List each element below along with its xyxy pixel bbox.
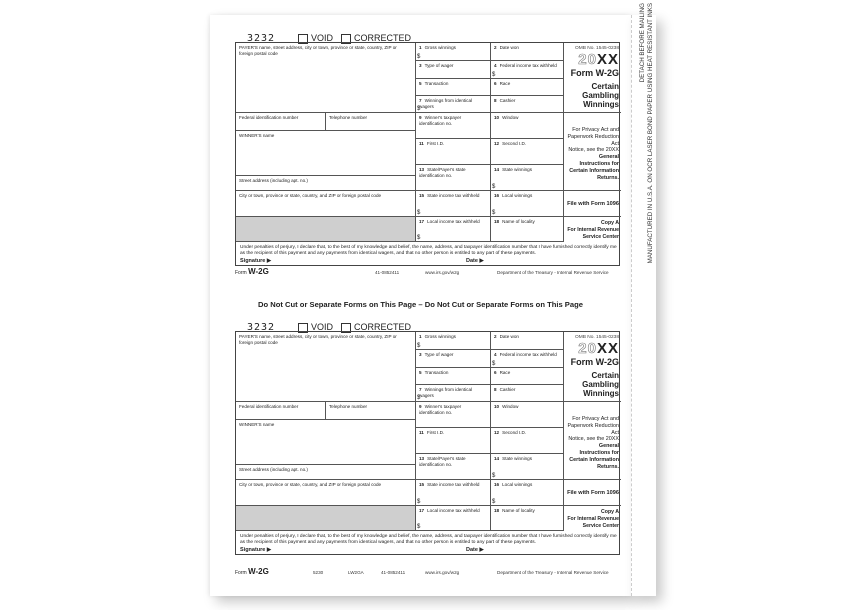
box-label: State income tax withheld bbox=[427, 193, 480, 198]
title-line: Gambling bbox=[582, 380, 619, 389]
privacy-line: General bbox=[598, 443, 619, 450]
footer-form-name bbox=[235, 267, 269, 276]
year-solid: XX bbox=[596, 340, 619, 357]
box-3-type-of-wager[interactable] bbox=[416, 61, 491, 79]
footer-dept: Department of the Treasury - Internal Revenue Service bbox=[497, 570, 609, 575]
payer-label: PAYER'S name, street address, city or town, province or state, country, ZIP or foreign postal code bbox=[239, 334, 397, 345]
box-label: Cashier bbox=[499, 387, 516, 392]
privacy-line: Returns. bbox=[597, 463, 619, 470]
federal-id-field[interactable] bbox=[236, 113, 326, 131]
box-5-transaction[interactable] bbox=[416, 368, 491, 385]
box-label: Transaction bbox=[424, 370, 449, 375]
box-label: Transaction bbox=[424, 81, 449, 86]
form-title-block bbox=[564, 43, 621, 113]
box-label: State/Payer's state identification no. bbox=[419, 167, 466, 178]
privacy-notice bbox=[564, 402, 621, 480]
corrected-label: CORRECTED bbox=[354, 33, 412, 43]
signature-field[interactable]: Signature ▶ bbox=[240, 547, 272, 553]
footer-cat-no: 5230 bbox=[313, 570, 324, 575]
city-field[interactable] bbox=[236, 480, 416, 506]
box-label: Winnings from identical wagers bbox=[419, 98, 473, 109]
w2g-form-top bbox=[235, 33, 620, 293]
payer-field[interactable] bbox=[236, 332, 416, 402]
telephone-label: Telephone number bbox=[329, 404, 368, 409]
copy-a-block bbox=[564, 217, 621, 242]
box-1-gross-winnings[interactable] bbox=[416, 43, 491, 61]
privacy-line: Notice, see the 20XX bbox=[568, 436, 619, 443]
box-10-window[interactable] bbox=[491, 402, 564, 428]
telephone-field[interactable] bbox=[326, 402, 416, 420]
box-label: Window bbox=[502, 115, 519, 120]
privacy-line: Certain Information bbox=[569, 456, 619, 463]
corrected-label: CORRECTED bbox=[354, 322, 412, 332]
dollar-sign: $ bbox=[417, 342, 421, 349]
title-line: Certain bbox=[591, 371, 619, 380]
box-4-federal-tax-withheld[interactable] bbox=[491, 61, 564, 79]
box-number: 3 bbox=[419, 352, 422, 357]
dollar-sign: $ bbox=[492, 183, 496, 190]
signature-field[interactable]: Signature ▶ bbox=[240, 258, 272, 264]
box-number: 9 bbox=[419, 404, 422, 409]
box-label: Local income tax withheld bbox=[427, 219, 480, 224]
box-label: First I.D. bbox=[426, 430, 445, 435]
box-7-identical-wagers[interactable] bbox=[416, 96, 491, 113]
box-label: Name of locality bbox=[502, 219, 535, 224]
box-number: 15 bbox=[419, 482, 425, 487]
winner-name-label: WINNER'S name bbox=[239, 133, 275, 138]
box-label: Date won bbox=[499, 334, 519, 339]
void-label: VOID bbox=[311, 33, 334, 43]
city-field[interactable] bbox=[236, 191, 416, 217]
box-16-local-winnings[interactable] bbox=[491, 191, 564, 217]
privacy-line: Act bbox=[611, 429, 619, 436]
box-number: 11 bbox=[419, 430, 424, 435]
box-label: First I.D. bbox=[426, 141, 445, 146]
winner-name-label: WINNER'S name bbox=[239, 422, 275, 427]
box-label: State income tax withheld bbox=[427, 482, 480, 487]
dollar-sign: $ bbox=[492, 71, 496, 78]
form-code: 3232 bbox=[247, 33, 276, 44]
box-label: Second I.D. bbox=[502, 430, 527, 435]
winner-name-field[interactable] bbox=[236, 131, 416, 176]
box-label: Local winnings bbox=[502, 482, 533, 487]
box-18-name-of-locality[interactable] bbox=[491, 217, 564, 242]
void-label: VOID bbox=[311, 322, 334, 332]
federal-id-field[interactable] bbox=[236, 402, 326, 420]
footer-dept: Department of the Treasury - Internal Revenue Service bbox=[497, 270, 609, 275]
privacy-line: Instructions for bbox=[579, 449, 619, 456]
box-4-federal-tax-withheld[interactable] bbox=[491, 350, 564, 368]
dollar-sign: $ bbox=[417, 105, 421, 112]
perjury-statement: Under penalties of perjury, I declare that, to the best of my knowledge and belief, the name, address, and taxpayer identification number that I have furnished correctly identify me as the recipient of this payment and any payments from identical wagers, and that no other person is entitled to any part of these payments. bbox=[240, 245, 617, 256]
box-number: 7 bbox=[419, 98, 422, 103]
stub-text bbox=[639, 3, 655, 303]
box-number: 1 bbox=[419, 334, 422, 339]
box-number: 10 bbox=[494, 404, 500, 409]
box-11-first-id[interactable] bbox=[416, 139, 491, 165]
copy-dest: For Internal Revenue bbox=[567, 227, 619, 233]
perjury-statement: Under penalties of perjury, I declare that, to the best of my knowledge and belief, the name, address, and taxpayer identification number that I have furnished correctly identify me as the recipient of this payment and any payments from identical wagers, and that no other person is entitled to any part of these payments. bbox=[240, 534, 617, 545]
privacy-line: General bbox=[598, 154, 619, 161]
footer-form-prefix: Form bbox=[235, 270, 247, 276]
box-label: Name of locality bbox=[502, 508, 535, 513]
box-8-cashier[interactable] bbox=[491, 385, 564, 402]
footer-code: LW2GA bbox=[348, 570, 364, 575]
box-number: 6 bbox=[494, 370, 497, 375]
street-address-label: Street address (including apt. no.) bbox=[239, 467, 308, 472]
box-label: Gross winnings bbox=[424, 334, 456, 339]
box-14-state-winnings[interactable] bbox=[491, 165, 564, 191]
box-label: Federal income tax withheld bbox=[499, 63, 557, 68]
do-not-cut-notice: Do Not Cut or Separate Forms on This Page – Do Not Cut or Separate Forms on This Page bbox=[258, 300, 583, 309]
title-line: Winnings bbox=[583, 100, 619, 109]
box-2-date-won[interactable] bbox=[491, 43, 564, 61]
privacy-line: Notice, see the 20XX bbox=[568, 147, 619, 154]
box-number: 17 bbox=[419, 219, 425, 224]
form-name: Form W-2G bbox=[570, 68, 619, 78]
box-label: State winnings bbox=[502, 456, 533, 461]
box-label: Local winnings bbox=[502, 193, 533, 198]
box-label: Window bbox=[502, 404, 519, 409]
form-name: Form W-2G bbox=[570, 357, 619, 367]
box-number: 7 bbox=[419, 387, 422, 392]
box-17-local-tax-withheld[interactable] bbox=[416, 506, 491, 531]
privacy-line: Returns. bbox=[597, 174, 619, 181]
year-solid: XX bbox=[596, 51, 619, 68]
box-number: 18 bbox=[494, 219, 500, 224]
form-code: 3232 bbox=[247, 322, 276, 333]
copy-label: Copy A bbox=[601, 220, 619, 226]
dollar-sign: $ bbox=[417, 209, 421, 216]
box-3-type-of-wager[interactable] bbox=[416, 350, 491, 368]
box-number: 4 bbox=[494, 63, 497, 68]
box-number: 3 bbox=[419, 63, 422, 68]
date-field[interactable]: Date ▶ bbox=[466, 547, 484, 553]
box-9-winner-tin[interactable] bbox=[416, 113, 491, 139]
stub-detach-text: DETACH BEFORE MAILING bbox=[639, 3, 646, 83]
box-12-second-id[interactable] bbox=[491, 139, 564, 165]
box-label: Date won bbox=[499, 45, 519, 50]
box-12-second-id[interactable] bbox=[491, 428, 564, 454]
privacy-line: For Privacy Act and bbox=[572, 416, 619, 422]
privacy-line: Paperwork Reduction bbox=[567, 422, 619, 429]
footer-ein: 41-0852411 bbox=[381, 570, 406, 575]
copy-label: Copy A bbox=[601, 509, 619, 515]
box-number: 18 bbox=[494, 508, 500, 513]
box-number: 4 bbox=[494, 352, 497, 357]
copy-dest: Service Center bbox=[582, 234, 619, 240]
year-outline: 20 bbox=[578, 340, 597, 357]
file-with-form: File with Form 1096 bbox=[564, 480, 621, 506]
form-body bbox=[235, 42, 620, 266]
box-number: 8 bbox=[494, 98, 497, 103]
privacy-notice bbox=[564, 113, 621, 191]
payer-field[interactable] bbox=[236, 43, 416, 113]
dollar-sign: $ bbox=[417, 234, 421, 241]
stub-manufactured-text: MANUFACTURED IN U.S.A. ON OCR LASER BOND PAPER USING HEAT RESISTANT INKS bbox=[647, 3, 654, 264]
detach-stub bbox=[631, 3, 656, 596]
box-17-local-tax-withheld[interactable] bbox=[416, 217, 491, 242]
box-number: 10 bbox=[494, 115, 500, 120]
dollar-sign: $ bbox=[417, 394, 421, 401]
box-number: 6 bbox=[494, 81, 497, 86]
box-label: Winnings from identical wagers bbox=[419, 387, 473, 398]
box-label: Winner's taxpayer identification no. bbox=[419, 404, 462, 415]
box-13-state-id[interactable] bbox=[416, 454, 491, 480]
box-label: Second I.D. bbox=[502, 141, 527, 146]
dollar-sign: $ bbox=[492, 498, 496, 505]
box-label: Winner's taxpayer identification no. bbox=[419, 115, 462, 126]
telephone-field[interactable] bbox=[326, 113, 416, 131]
telephone-label: Telephone number bbox=[329, 115, 368, 120]
tax-year bbox=[564, 51, 619, 68]
box-label: Race bbox=[499, 81, 511, 86]
privacy-line: For Privacy Act and bbox=[572, 127, 619, 133]
date-field[interactable]: Date ▶ bbox=[466, 258, 484, 264]
footer-ein: 41-0852411 bbox=[375, 270, 400, 275]
box-9-winner-tin[interactable] bbox=[416, 402, 491, 428]
dollar-sign: $ bbox=[492, 472, 496, 479]
year-outline: 20 bbox=[578, 51, 597, 68]
copy-dest: For Internal Revenue bbox=[567, 516, 619, 522]
box-number: 16 bbox=[494, 482, 500, 487]
box-number: 12 bbox=[494, 141, 500, 146]
omb-number: OMB No. 1545-0238 bbox=[575, 335, 619, 340]
footer-form-id: W-2G bbox=[248, 267, 269, 276]
box-number: 5 bbox=[419, 370, 422, 375]
city-label: City or town, province or state, country, and ZIP or foreign postal code bbox=[239, 193, 382, 198]
box-2-date-won[interactable] bbox=[491, 332, 564, 350]
footer-form-id: W-2G bbox=[248, 567, 269, 576]
title-line: Gambling bbox=[582, 91, 619, 100]
dollar-sign: $ bbox=[417, 498, 421, 505]
box-label: Type of wager bbox=[424, 352, 454, 357]
federal-id-label: Federal identification number bbox=[239, 115, 299, 120]
box-label: Cashier bbox=[499, 98, 516, 103]
box-number: 8 bbox=[494, 387, 497, 392]
box-label: Gross winnings bbox=[424, 45, 456, 50]
street-address-field[interactable] bbox=[236, 465, 416, 480]
dollar-sign: $ bbox=[417, 53, 421, 60]
privacy-line: Certain Information bbox=[569, 167, 619, 174]
box-number: 13 bbox=[419, 456, 425, 461]
city-label: City or town, province or state, country, and ZIP or foreign postal code bbox=[239, 482, 382, 487]
privacy-line: Act bbox=[611, 140, 619, 147]
box-label: Race bbox=[499, 370, 511, 375]
form-title bbox=[564, 371, 619, 398]
box-number: 13 bbox=[419, 167, 425, 172]
dollar-sign: $ bbox=[417, 523, 421, 530]
dollar-sign: $ bbox=[492, 360, 496, 367]
box-15-state-tax-withheld[interactable] bbox=[416, 480, 491, 506]
shaded-area bbox=[236, 506, 416, 531]
privacy-line: Paperwork Reduction bbox=[567, 133, 619, 140]
box-label: State winnings bbox=[502, 167, 533, 172]
footer-url[interactable]: www.irs.gov/w2g bbox=[425, 570, 460, 575]
footer-form-name bbox=[235, 567, 269, 576]
title-line: Winnings bbox=[583, 389, 619, 398]
box-15-state-tax-withheld[interactable] bbox=[416, 191, 491, 217]
box-6-race[interactable] bbox=[491, 79, 564, 96]
shaded-area bbox=[236, 217, 416, 242]
box-number: 11 bbox=[419, 141, 424, 146]
box-number: 16 bbox=[494, 193, 500, 198]
box-number: 2 bbox=[494, 334, 497, 339]
box-14-state-winnings[interactable] bbox=[491, 454, 564, 480]
box-10-window[interactable] bbox=[491, 113, 564, 139]
winner-name-field[interactable] bbox=[236, 420, 416, 465]
box-label: Local income tax withheld bbox=[427, 508, 480, 513]
box-number: 17 bbox=[419, 508, 425, 513]
box-11-first-id[interactable] bbox=[416, 428, 491, 454]
box-number: 9 bbox=[419, 115, 422, 120]
box-number: 14 bbox=[494, 167, 500, 172]
box-number: 2 bbox=[494, 45, 497, 50]
footer-form-prefix: Form bbox=[235, 570, 247, 576]
box-7-identical-wagers[interactable] bbox=[416, 385, 491, 402]
box-18-name-of-locality[interactable] bbox=[491, 506, 564, 531]
dollar-sign: $ bbox=[492, 209, 496, 216]
federal-id-label: Federal identification number bbox=[239, 404, 299, 409]
w2g-form-bottom bbox=[235, 322, 620, 582]
box-label: Type of wager bbox=[424, 63, 454, 68]
payer-label: PAYER'S name, street address, city or town, province or state, country, ZIP or foreign postal code bbox=[239, 45, 397, 56]
box-5-transaction[interactable] bbox=[416, 79, 491, 96]
tax-year bbox=[564, 340, 619, 357]
form-body bbox=[235, 331, 620, 555]
box-label: State/Payer's state identification no. bbox=[419, 456, 466, 467]
title-line: Certain bbox=[591, 82, 619, 91]
copy-dest: Service Center bbox=[582, 523, 619, 529]
box-6-race[interactable] bbox=[491, 368, 564, 385]
box-number: 1 bbox=[419, 45, 422, 50]
file-with-form: File with Form 1096 bbox=[564, 191, 621, 217]
privacy-line: Instructions for bbox=[579, 160, 619, 167]
box-8-cashier[interactable] bbox=[491, 96, 564, 113]
street-address-label: Street address (including apt. no.) bbox=[239, 178, 308, 183]
box-1-gross-winnings[interactable] bbox=[416, 332, 491, 350]
omb-number: OMB No. 1545-0238 bbox=[575, 46, 619, 51]
box-13-state-id[interactable] bbox=[416, 165, 491, 191]
box-16-local-winnings[interactable] bbox=[491, 480, 564, 506]
box-number: 5 bbox=[419, 81, 422, 86]
form-title bbox=[564, 82, 619, 109]
box-label: Federal income tax withheld bbox=[499, 352, 557, 357]
copy-a-block bbox=[564, 506, 621, 531]
street-address-field[interactable] bbox=[236, 176, 416, 191]
box-number: 14 bbox=[494, 456, 500, 461]
form-title-block bbox=[564, 332, 621, 402]
box-number: 15 bbox=[419, 193, 425, 198]
footer-url[interactable]: www.irs.gov/w2g bbox=[425, 270, 460, 275]
box-number: 12 bbox=[494, 430, 500, 435]
